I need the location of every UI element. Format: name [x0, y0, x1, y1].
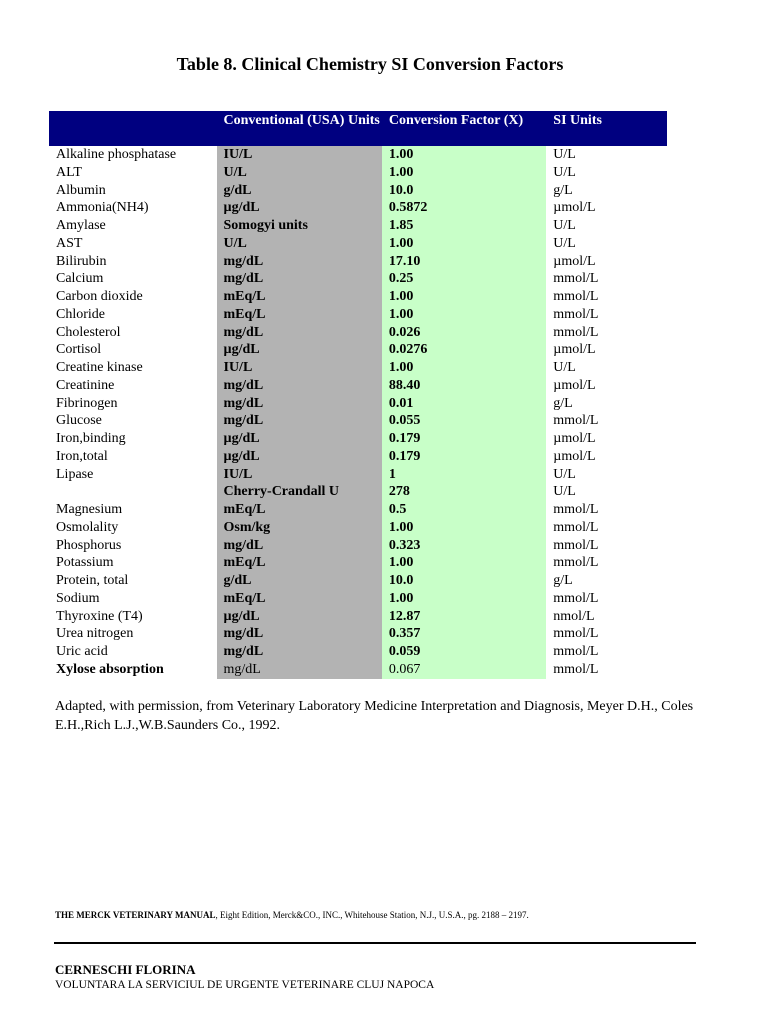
- conversion-factor-cell: 1.85: [382, 217, 546, 235]
- si-unit-cell: mmol/L: [553, 413, 599, 429]
- conventional-unit-cell: µg/dL: [217, 341, 382, 359]
- conversion-factor-cell: 0.5: [382, 501, 546, 519]
- conventional-unit-cell: IU/L: [217, 146, 382, 164]
- analyte-cell: Urea nitrogen: [56, 626, 134, 642]
- table-row: [49, 235, 667, 253]
- table-row: [49, 466, 667, 484]
- conversion-factor-cell: 88.40: [382, 377, 546, 395]
- conventional-unit-cell: mg/dL: [217, 661, 382, 679]
- analyte-cell: Magnesium: [56, 502, 123, 517]
- si-unit-cell: U/L: [553, 218, 576, 233]
- conventional-unit-cell: U/L: [217, 235, 382, 253]
- analyte-cell: Bilirubin: [56, 253, 107, 269]
- conventional-unit-cell: Cherry-Crandall U: [217, 483, 382, 501]
- si-unit-cell: mmol/L: [553, 644, 599, 659]
- analyte-cell: Potassium: [56, 555, 114, 571]
- conversion-factor-cell: 0.179: [382, 448, 546, 466]
- table-row: [49, 430, 667, 448]
- analyte-cell: Creatinine: [56, 377, 115, 393]
- conventional-unit-cell: mg/dL: [217, 537, 382, 555]
- conversion-factor-cell: 0.323: [382, 537, 546, 555]
- conversion-factor-cell: 12.87: [382, 608, 546, 626]
- table-row: [49, 608, 667, 626]
- analyte-cell: Xylose absorption: [56, 661, 164, 677]
- conversion-factor-cell: 0.026: [382, 324, 546, 342]
- analyte-cell: Uric acid: [56, 644, 108, 659]
- conventional-unit-cell: µg/dL: [217, 608, 382, 626]
- header-si-units: SI Units: [546, 111, 667, 146]
- si-unit-cell: U/L: [553, 466, 576, 482]
- conventional-unit-cell: Somogyi units: [217, 217, 382, 235]
- table-row: [49, 448, 667, 466]
- conventional-unit-cell: mg/dL: [217, 377, 382, 395]
- si-unit-cell: U/L: [553, 164, 576, 180]
- conversion-factor-cell: 1.00: [382, 519, 546, 537]
- conversion-factor-cell: 278: [382, 483, 546, 501]
- si-unit-cell: mmol/L: [553, 271, 599, 287]
- si-unit-cell: mmol/L: [553, 661, 599, 677]
- table-row: [49, 182, 667, 200]
- analyte-cell: Glucose: [56, 413, 102, 429]
- source-note: Adapted, with permission, from Veterinary Laboratory Medicine Interpretation and Diagnosis, Meyer D.H., Coles E.H.,Rich L.J.,W.B.Saunders Co., 1992.: [55, 699, 694, 733]
- table-body: [49, 146, 667, 679]
- conversion-factor-cell: 0.067: [382, 661, 546, 679]
- conversion-factor-cell: 1.00: [382, 306, 546, 324]
- analyte-cell: Cholesterol: [56, 324, 121, 340]
- si-unit-cell: µmol/L: [553, 448, 596, 464]
- author-affiliation: VOLUNTARA LA SERVICIUL DE URGENTE VETERINARE CLUJ NAPOCA: [55, 979, 435, 991]
- table-row: [49, 483, 667, 501]
- analyte-cell: Sodium: [56, 590, 100, 606]
- conversion-factor-cell: 0.0276: [382, 341, 546, 359]
- si-unit-cell: mmol/L: [553, 519, 599, 535]
- conversion-factor-cell: 17.10: [382, 253, 546, 271]
- table-row: [49, 217, 667, 235]
- table-row: [49, 164, 667, 182]
- table-row: [49, 288, 667, 306]
- table-row: [49, 519, 667, 537]
- conventional-unit-cell: Osm/kg: [217, 519, 382, 537]
- header-conventional-units: Conventional (USA) Units: [217, 111, 382, 146]
- si-unit-cell: µmol/L: [553, 431, 596, 446]
- conventional-unit-cell: mg/dL: [217, 412, 382, 430]
- si-unit-cell: g/L: [553, 573, 573, 588]
- si-unit-cell: U/L: [553, 484, 576, 500]
- conventional-unit-cell: U/L: [217, 164, 382, 182]
- table-row: [49, 146, 667, 164]
- analyte-cell: Albumin: [56, 182, 106, 198]
- table-row: [49, 306, 667, 324]
- conversion-table: [49, 111, 667, 679]
- conversion-factor-cell: 10.0: [382, 572, 546, 590]
- table-row: [49, 253, 667, 271]
- analyte-cell: Carbon dioxide: [56, 289, 143, 304]
- analyte-cell: Chloride: [56, 306, 105, 322]
- conversion-factor-cell: 0.25: [382, 270, 546, 288]
- si-unit-cell: g/L: [553, 182, 573, 198]
- conversion-factor-cell: 0.357: [382, 625, 546, 643]
- si-unit-cell: U/L: [553, 235, 576, 251]
- si-unit-cell: µmol/L: [553, 377, 596, 393]
- si-unit-cell: mmol/L: [553, 502, 599, 517]
- footer-divider: [54, 942, 696, 944]
- analyte-cell: Cortisol: [56, 342, 102, 358]
- si-unit-cell: mmol/L: [553, 289, 599, 304]
- analyte-cell: Iron,binding: [56, 431, 126, 446]
- table-row: [49, 270, 667, 288]
- conversion-factor-cell: 0.055: [382, 412, 546, 430]
- conversion-factor-cell: 1.00: [382, 288, 546, 306]
- author-name: CERNESCHI FLORINA: [55, 962, 196, 977]
- table-row: [49, 625, 667, 643]
- conventional-unit-cell: g/dL: [217, 572, 382, 590]
- analyte-cell: Protein, total: [56, 573, 129, 588]
- analyte-cell: AST: [56, 235, 83, 251]
- table-row: [49, 501, 667, 519]
- conversion-factor-cell: 1.00: [382, 146, 546, 164]
- analyte-cell: Creatine kinase: [56, 360, 143, 375]
- si-unit-cell: mmol/L: [553, 590, 599, 606]
- si-unit-cell: mmol/L: [553, 555, 599, 571]
- table-row: [49, 341, 667, 359]
- conversion-factor-cell: 1.00: [382, 235, 546, 253]
- reference-details: , Eight Edition, Merck&CO., INC., Whitehouse Station, N.J., U.S.A., pg. 2188 – 2197.: [215, 910, 529, 920]
- conversion-factor-cell: 0.179: [382, 430, 546, 448]
- reference-line: [55, 910, 735, 920]
- si-unit-cell: mmol/L: [553, 626, 599, 642]
- analyte-cell: Ammonia(NH4): [56, 200, 149, 216]
- conversion-factor-cell: 0.059: [382, 643, 546, 661]
- table-title: Table 8. Clinical Chemistry SI Conversion Factors: [176, 54, 564, 74]
- conventional-unit-cell: µg/dL: [217, 430, 382, 448]
- conversion-factor-cell: 1.00: [382, 359, 546, 377]
- analyte-cell: Lipase: [56, 466, 94, 482]
- table-row: [49, 395, 667, 413]
- si-unit-cell: g/L: [553, 395, 573, 411]
- analyte-cell: Phosphorus: [56, 537, 122, 553]
- table-row: [49, 199, 667, 217]
- conventional-unit-cell: mg/dL: [217, 270, 382, 288]
- analyte-cell: Calcium: [56, 271, 104, 287]
- table-row: [49, 377, 667, 395]
- si-unit-cell: µmol/L: [553, 253, 596, 269]
- conversion-factor-cell: 1: [382, 466, 546, 484]
- reference-title: THE MERCK VETERINARY MANUAL: [55, 910, 216, 920]
- table-row: [49, 537, 667, 555]
- si-unit-cell: U/L: [553, 147, 576, 162]
- analyte-cell: Thyroxine (T4): [56, 608, 143, 624]
- table-row: [49, 554, 667, 572]
- conversion-factor-cell: 0.5872: [382, 199, 546, 217]
- si-unit-cell: mmol/L: [553, 324, 599, 340]
- header-analyte: [49, 111, 217, 146]
- conventional-unit-cell: mEq/L: [217, 554, 382, 572]
- table-row: [49, 412, 667, 430]
- analyte-cell: Osmolality: [56, 519, 119, 535]
- conversion-factor-cell: 1.00: [382, 590, 546, 608]
- si-unit-cell: µmol/L: [553, 200, 596, 216]
- table-row: [49, 359, 667, 377]
- conventional-unit-cell: mEq/L: [217, 590, 382, 608]
- table-header-row: [49, 111, 667, 146]
- table-row: [49, 643, 667, 661]
- conventional-unit-cell: IU/L: [217, 466, 382, 484]
- analyte-cell: ALT: [56, 164, 82, 180]
- conventional-unit-cell: µg/dL: [217, 199, 382, 217]
- conversion-factor-cell: 0.01: [382, 395, 546, 413]
- header-conversion-factor: Conversion Factor (X): [382, 111, 546, 146]
- analyte-cell: Fibrinogen: [56, 395, 118, 411]
- analyte-cell: Iron,total: [56, 448, 108, 464]
- conventional-unit-cell: mg/dL: [217, 643, 382, 661]
- si-unit-cell: mmol/L: [553, 537, 599, 553]
- conversion-factor-cell: 1.00: [382, 164, 546, 182]
- conventional-unit-cell: mg/dL: [217, 324, 382, 342]
- conventional-unit-cell: mEq/L: [217, 288, 382, 306]
- si-unit-cell: µmol/L: [553, 342, 596, 358]
- conventional-unit-cell: µg/dL: [217, 448, 382, 466]
- conventional-unit-cell: mEq/L: [217, 501, 382, 519]
- si-unit-cell: U/L: [553, 360, 576, 375]
- conventional-unit-cell: g/dL: [217, 182, 382, 200]
- table-row: [49, 590, 667, 608]
- si-unit-cell: mmol/L: [553, 306, 599, 322]
- conventional-unit-cell: IU/L: [217, 359, 382, 377]
- conversion-factor-cell: 1.00: [382, 554, 546, 572]
- table-row: [49, 661, 667, 679]
- conventional-unit-cell: mg/dL: [217, 253, 382, 271]
- conventional-unit-cell: mg/dL: [217, 625, 382, 643]
- conventional-unit-cell: mEq/L: [217, 306, 382, 324]
- analyte-cell: Alkaline phosphatase: [56, 147, 177, 162]
- analyte-cell: [49, 483, 217, 501]
- table-row: [49, 572, 667, 590]
- conversion-factor-cell: 10.0: [382, 182, 546, 200]
- conventional-unit-cell: mg/dL: [217, 395, 382, 413]
- si-unit-cell: nmol/L: [553, 608, 595, 624]
- table-row: [49, 324, 667, 342]
- analyte-cell: Amylase: [56, 218, 106, 233]
